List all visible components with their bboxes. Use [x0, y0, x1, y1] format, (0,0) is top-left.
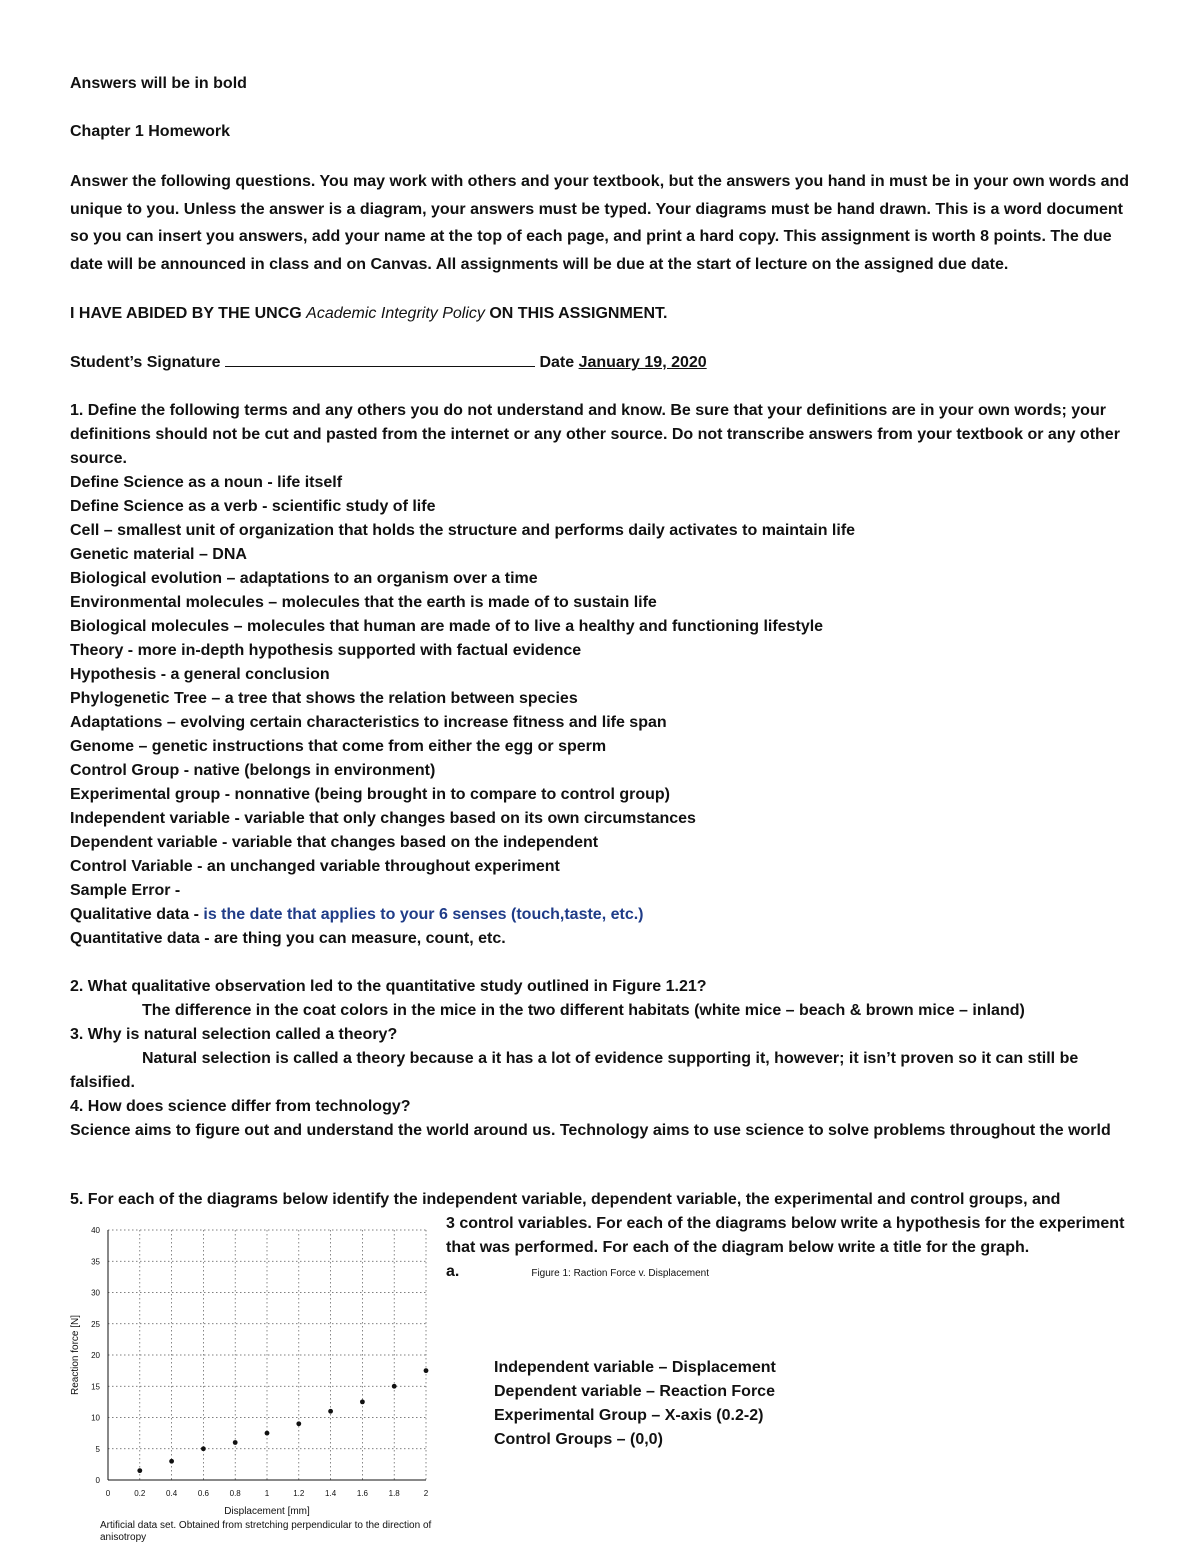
x-tick-label: 0.4 — [166, 1489, 178, 1498]
q4-prompt: 4. How does science differ from technology? — [70, 1098, 411, 1115]
q5-prompt-continuation — [446, 1212, 1136, 1286]
term-item: Cell – smallest unit of organization that holds the structure and performs daily activates to maintain life — [70, 522, 856, 539]
x-tick-label: 0.2 — [134, 1489, 146, 1498]
qualitative-label: Qualitative data - — [70, 906, 204, 923]
data-point — [392, 1384, 397, 1389]
x-tick-label: 0.6 — [197, 1489, 209, 1498]
data-point — [296, 1421, 301, 1426]
term-item: Independent variable - variable that only changes based on its own circumstances — [70, 810, 696, 827]
x-tick-label: 0.8 — [229, 1489, 241, 1498]
term-item: Hypothesis - a general conclusion — [70, 666, 330, 683]
term-item: Control Variable - an unchanged variable throughout experiment — [70, 858, 560, 875]
integrity-policy-name: Academic Integrity Policy — [306, 305, 485, 322]
x-tick-label: 1.6 — [356, 1489, 368, 1498]
x-tick-label: 0 — [105, 1489, 111, 1498]
data-point — [169, 1459, 174, 1464]
y-tick-label: 0 — [95, 1476, 100, 1485]
y-tick-label: 20 — [91, 1351, 100, 1360]
chart-note: Artificial data set. Obtained from stretching perpendicular to the direction of anisotropy — [100, 1520, 432, 1543]
answers-note: Answers will be in bold — [70, 75, 247, 92]
y-tick-label: 10 — [91, 1413, 100, 1423]
term-item: Phylogenetic Tree – a tree that shows the relation between species — [70, 690, 578, 707]
q2-answer: The difference in the coat colors in the mice in the two different habitats (white mice – beach & brown mice – inland) — [142, 1002, 1025, 1019]
data-point — [424, 1368, 429, 1373]
term-item: Define Science as a noun - life itself — [70, 474, 343, 491]
term-item: Experimental group - nonnative (being brought in to compare to control group) — [70, 786, 670, 803]
signature-line[interactable] — [225, 350, 535, 367]
term-item: Genetic material – DNA — [70, 546, 247, 563]
date-label: Date — [539, 354, 575, 371]
chart-svg — [64, 1222, 444, 1522]
q3-prompt: 3. Why is natural selection called a theory? — [70, 1026, 398, 1043]
item-label: a. — [446, 1263, 460, 1280]
integrity-suffix: ON THIS ASSIGNMENT. — [484, 305, 668, 322]
term-item: Sample Error - — [70, 882, 181, 899]
term-item: Environmental molecules – molecules that the earth is made of to sustain life — [70, 594, 657, 611]
data-point — [233, 1440, 238, 1445]
term-list — [70, 471, 1130, 951]
data-point — [201, 1446, 206, 1451]
y-tick-label: 25 — [91, 1319, 100, 1329]
instructions: Answer the following questions. You may work with others and your textbook, but the answers you hand in must be in your own words and unique to you. Unless the answer is a diagram, your answers must be typed. Your diagrams must be hand drawn. This is a word document so you can insert you answers, add your name at the top of each page, and print a hard copy. This assignment is worth 8 points. The due date will be announced in class and on Canvas. All assignments will be due at the start of lecture on the assigned due date. — [70, 173, 1130, 273]
scatter-chart — [64, 1222, 444, 1547]
q3-answer — [70, 1047, 1130, 1095]
term-item: Genome – genetic instructions that come from either the egg or sperm — [70, 738, 607, 755]
x-tick-label: 1.2 — [293, 1489, 305, 1498]
document-body — [70, 72, 1130, 1143]
signature-row — [70, 350, 1130, 375]
q5-prompt-line — [70, 1188, 1130, 1212]
q5-prompt: 5. For each of the diagrams below identify the independent variable, dependent variable, the experimental and control groups, and — [70, 1191, 1061, 1208]
y-tick-label: 35 — [91, 1257, 100, 1267]
y-tick-label: 40 — [91, 1226, 100, 1235]
x-tick-label: 2 — [423, 1489, 429, 1498]
term-item: Biological molecules – molecules that human are made of to live a healthy and functioning lifestyle — [70, 618, 824, 635]
data-point — [265, 1431, 270, 1436]
term-item: Theory - more in-depth hypothesis supported with factual evidence — [70, 642, 582, 659]
q5-prompt-cont: 3 control variables. For each of the diagrams below write a hypothesis for the experiment that was performed. For each of the diagram below write a title for the graph. — [446, 1215, 1125, 1256]
figure-caption: Figure 1: Raction Force v. Displacement — [531, 1268, 710, 1279]
answer-experimental: Experimental Group – X-axis (0.2-2) — [494, 1407, 764, 1424]
y-tick-label: 15 — [91, 1382, 100, 1392]
date-value: January 19, 2020 — [578, 354, 707, 371]
term-item: Biological evolution – adaptations to an organism over a time — [70, 570, 538, 587]
x-axis-label: Displacement [mm] — [224, 1506, 310, 1517]
term-quantitative: Quantitative data - are thing you can measure, count, etc. — [70, 930, 506, 947]
q3-answer-text: Natural selection is called a theory because a it has a lot of evidence supporting it, however; it isn’t proven so it can still be falsified. — [70, 1050, 1079, 1091]
term-item: Control Group - native (belongs in environment) — [70, 762, 436, 779]
q2-prompt: 2. What qualitative observation led to the quantitative study outlined in Figure 1.21? — [70, 978, 707, 995]
figure-row — [446, 1260, 1136, 1286]
y-tick-label: 30 — [91, 1288, 100, 1298]
q4-answer: Science aims to figure out and understand the world around us. Technology aims to use science to solve problems throughout the world — [70, 1122, 1111, 1139]
qualitative-answer: is the date that applies to your 6 senses (touch,taste, etc.) — [203, 906, 644, 923]
variables-answer — [494, 1356, 776, 1452]
x-tick-label: 1.8 — [388, 1489, 400, 1498]
term-qualitative — [70, 903, 1130, 927]
answer-dependent: Dependent variable – Reaction Force — [494, 1383, 775, 1400]
integrity-statement — [70, 302, 1130, 326]
data-point — [360, 1399, 365, 1404]
answer-control: Control Groups – (0,0) — [494, 1431, 663, 1448]
data-point — [328, 1409, 333, 1414]
x-tick-label: 1.4 — [325, 1489, 337, 1498]
x-tick-label: 1 — [264, 1489, 270, 1498]
term-item: Adaptations – evolving certain characteristics to increase fitness and life span — [70, 714, 667, 731]
q1-prompt: 1. Define the following terms and any others you do not understand and know. Be sure that your definitions are in your own words; your definitions should not be cut and pasted from the internet or any other source. Do not transcribe answers from your textbook or any other source. — [70, 402, 1120, 467]
data-point — [137, 1468, 142, 1473]
signature-label: Student’s Signature — [70, 354, 221, 371]
integrity-prefix: I HAVE ABIDED BY THE UNCG — [70, 305, 307, 322]
y-axis-label: Reaction force [N] — [70, 1314, 81, 1396]
y-tick-label: 5 — [95, 1444, 100, 1454]
term-item: Dependent variable - variable that changes based on the independent — [70, 834, 599, 851]
term-item: Define Science as a verb - scientific study of life — [70, 498, 436, 515]
page-title: Chapter 1 Homework — [70, 123, 231, 140]
answer-independent: Independent variable – Displacement — [494, 1359, 776, 1376]
